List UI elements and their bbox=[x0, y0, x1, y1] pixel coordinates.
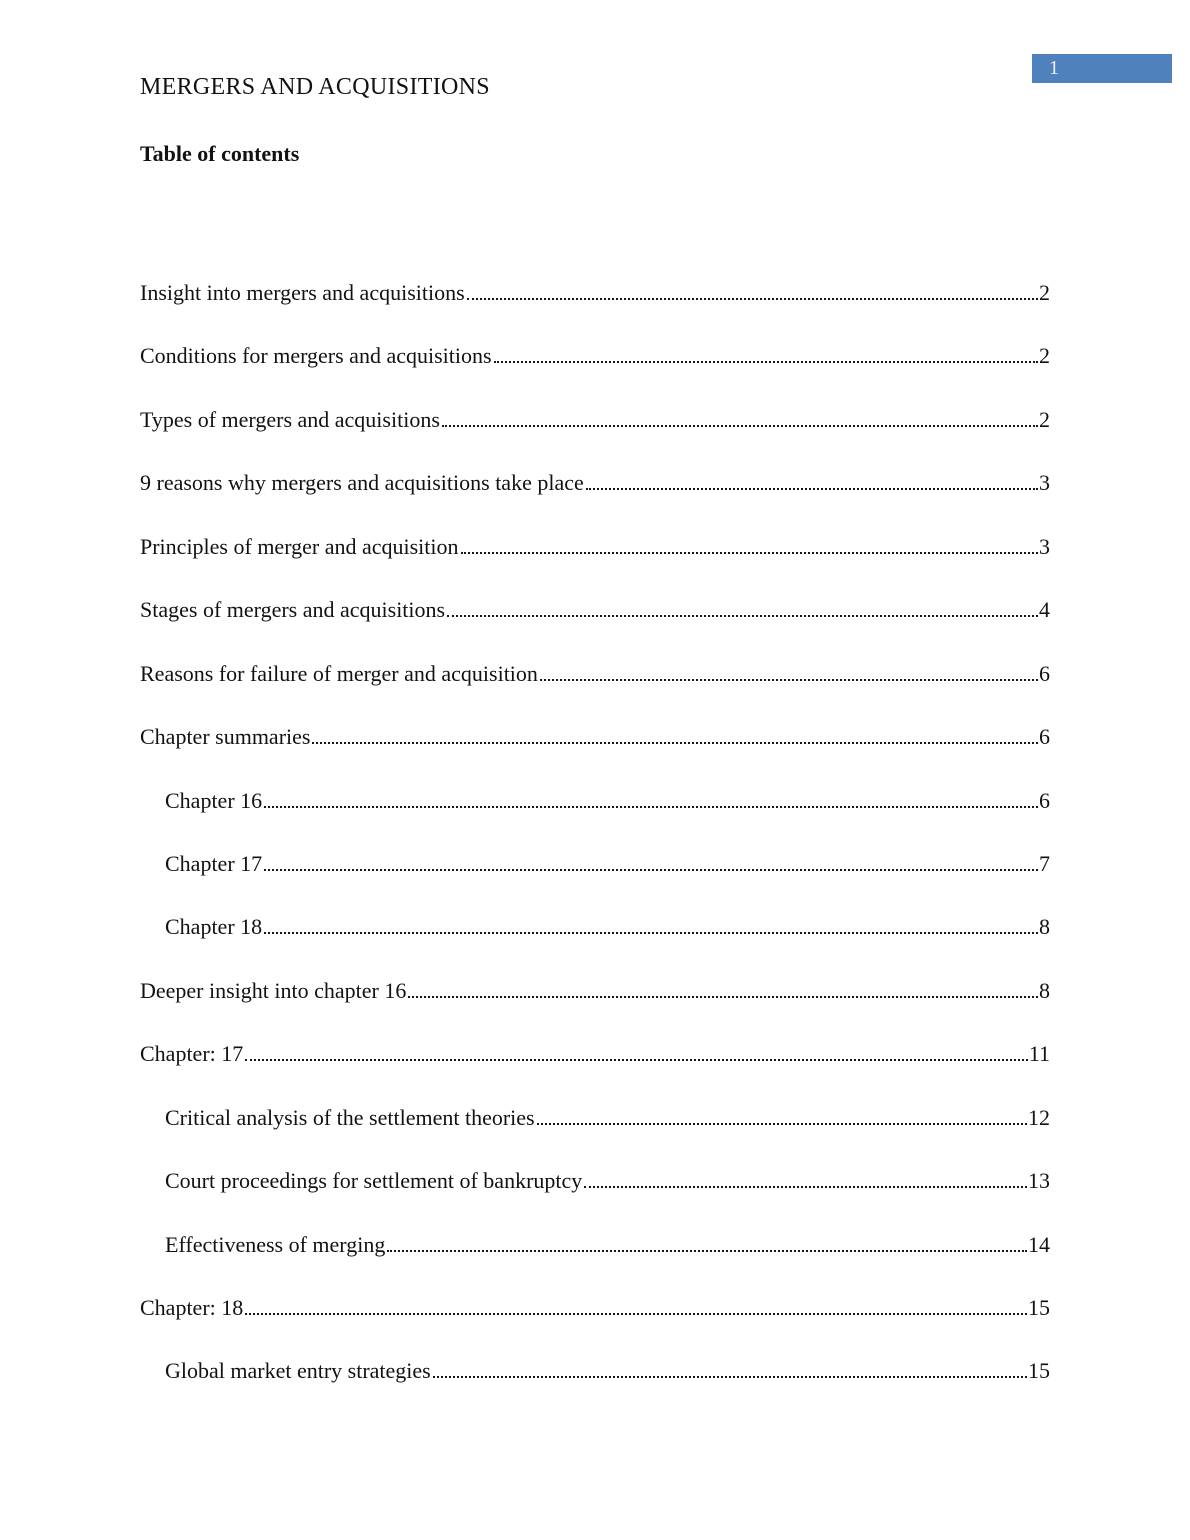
toc-leader-dots bbox=[467, 298, 1038, 300]
toc-entry-page-number: 15 bbox=[1028, 1295, 1050, 1320]
toc-leader-dots bbox=[494, 361, 1038, 363]
toc-leader-dots bbox=[586, 488, 1038, 490]
toc-entry-page-number: 2 bbox=[1039, 280, 1050, 305]
toc-entry-label: Principles of merger and acquisition bbox=[140, 533, 459, 559]
toc-entry-page-number: 11 bbox=[1028, 1041, 1050, 1067]
toc-leader-dots bbox=[442, 425, 1038, 427]
toc-leader-dots bbox=[447, 615, 1038, 617]
toc-entry-label: Critical analysis of the settlement theories bbox=[165, 1104, 535, 1130]
toc-entry-page-number: 14 bbox=[1028, 1231, 1050, 1257]
toc-entry[interactable] bbox=[140, 851, 1050, 914]
toc-leader-dots bbox=[245, 1059, 1028, 1061]
toc-entry-page-number: 2 bbox=[1039, 343, 1050, 369]
toc-entry[interactable] bbox=[140, 724, 1050, 787]
toc-entry-label: Court proceedings for settlement of bankruptcy bbox=[165, 1168, 583, 1194]
toc-leader-dots bbox=[584, 1186, 1027, 1188]
toc-leader-dots bbox=[245, 1313, 1027, 1315]
toc-entry-label: Chapter summaries bbox=[140, 724, 311, 750]
toc-leader-dots bbox=[387, 1250, 1027, 1252]
toc-entry[interactable] bbox=[140, 534, 1050, 597]
toc-entry[interactable] bbox=[140, 661, 1050, 724]
toc-entry-page-number: 4 bbox=[1039, 597, 1050, 623]
document-running-header: MERGERS AND ACQUISITIONS bbox=[140, 74, 490, 100]
toc-entry[interactable] bbox=[140, 788, 1050, 851]
table-of-contents-title: Table of contents bbox=[140, 141, 300, 166]
toc-entry-label: Chapter: 17 bbox=[140, 1041, 244, 1067]
toc-entry-label: Stages of mergers and acquisitions bbox=[140, 597, 446, 623]
toc-entry[interactable] bbox=[140, 978, 1050, 1041]
toc-entry-label: Effectiveness of merging bbox=[165, 1231, 386, 1257]
toc-leader-dots bbox=[264, 932, 1038, 934]
toc-entry[interactable] bbox=[140, 914, 1050, 977]
page-number-badge: 1 bbox=[1032, 54, 1172, 83]
toc-entry-label: Types of mergers and acquisitions bbox=[140, 406, 440, 432]
toc-entry-page-number: 3 bbox=[1039, 470, 1050, 496]
toc-entry-label: 9 reasons why mergers and acquisitions take place bbox=[140, 470, 584, 496]
toc-entry[interactable] bbox=[140, 1105, 1050, 1168]
toc-entry-page-number: 12 bbox=[1028, 1104, 1050, 1130]
toc-entry[interactable] bbox=[140, 1358, 1050, 1421]
toc-entry[interactable] bbox=[140, 407, 1050, 470]
toc-leader-dots bbox=[408, 996, 1038, 998]
toc-entry-label: Chapter 17 bbox=[165, 850, 263, 876]
toc-entry-page-number: 8 bbox=[1039, 914, 1050, 940]
toc-leader-dots bbox=[264, 806, 1038, 808]
toc-entry-label: Insight into mergers and acquisitions bbox=[140, 280, 465, 305]
toc-entry[interactable] bbox=[140, 1295, 1050, 1358]
toc-entry[interactable] bbox=[140, 470, 1050, 533]
toc-entry-label: Conditions for mergers and acquisitions bbox=[140, 343, 492, 369]
toc-entry-page-number: 13 bbox=[1028, 1168, 1050, 1194]
toc-entry-label: Chapter: 18 bbox=[140, 1295, 244, 1320]
toc-entry-page-number: 3 bbox=[1039, 533, 1050, 559]
toc-entry[interactable] bbox=[140, 1168, 1050, 1231]
toc-entry-label: Chapter 18 bbox=[165, 914, 263, 940]
toc-entry-label: Deeper insight into chapter 16 bbox=[140, 977, 407, 1003]
toc-entry-page-number: 15 bbox=[1028, 1358, 1050, 1384]
toc-entry[interactable] bbox=[140, 1232, 1050, 1295]
toc-leader-dots bbox=[537, 1123, 1027, 1125]
toc-entry-label: Global market entry strategies bbox=[165, 1358, 431, 1384]
toc-list bbox=[140, 280, 1050, 1422]
toc-entry-page-number: 7 bbox=[1039, 850, 1050, 876]
toc-entry-label: Chapter 16 bbox=[165, 787, 263, 813]
toc-leader-dots bbox=[264, 869, 1038, 871]
toc-entry[interactable] bbox=[140, 1041, 1050, 1104]
toc-leader-dots bbox=[433, 1376, 1027, 1378]
toc-entry-page-number: 6 bbox=[1039, 660, 1050, 686]
toc-entry-page-number: 8 bbox=[1039, 977, 1050, 1003]
toc-entry[interactable] bbox=[140, 280, 1050, 343]
toc-entry[interactable] bbox=[140, 597, 1050, 660]
toc-leader-dots bbox=[461, 552, 1038, 554]
toc-entry-page-number: 2 bbox=[1039, 406, 1050, 432]
toc-entry-label: Reasons for failure of merger and acquisition bbox=[140, 660, 538, 686]
toc-entry-page-number: 6 bbox=[1039, 787, 1050, 813]
toc-entry-page-number: 6 bbox=[1039, 724, 1050, 750]
toc-leader-dots bbox=[540, 679, 1038, 681]
toc-entry[interactable] bbox=[140, 343, 1050, 406]
toc-leader-dots bbox=[312, 742, 1038, 744]
